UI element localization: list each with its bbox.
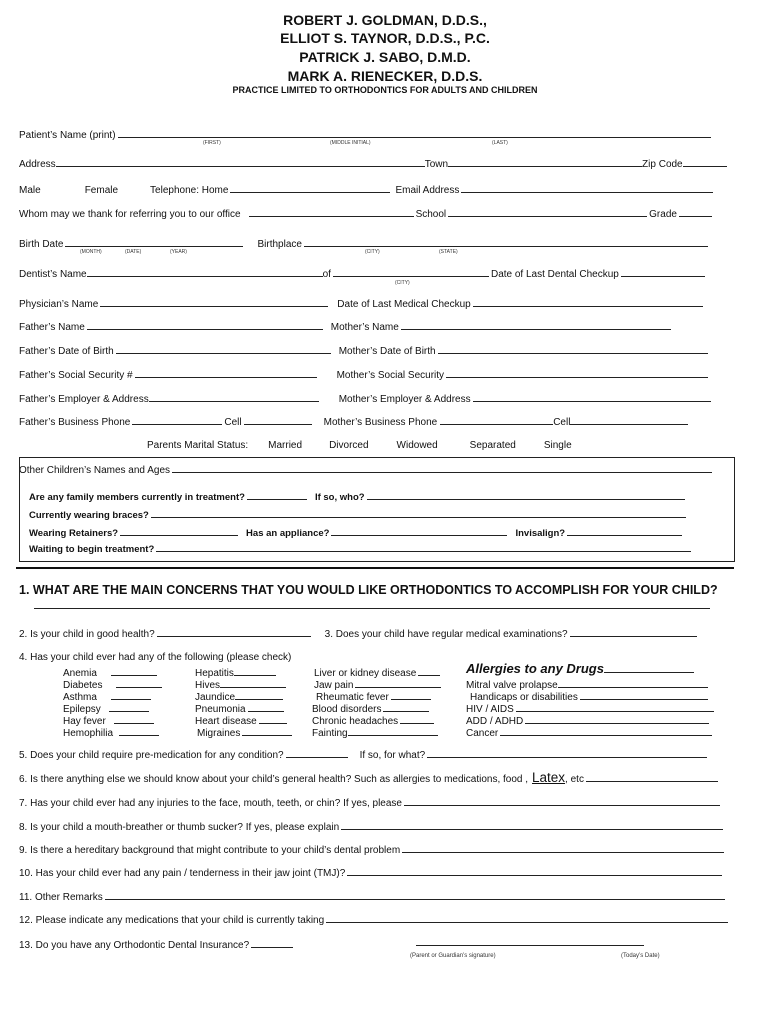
question-5-field[interactable] <box>286 748 348 758</box>
condition-field[interactable] <box>500 726 712 736</box>
caption-date: (DATE) <box>125 249 142 255</box>
condition: ADD / ADHD <box>466 716 524 727</box>
single-option[interactable]: Single <box>543 440 572 451</box>
question-5-followup: If so, for what? <box>359 750 426 761</box>
conditions-col-2 <box>195 666 294 738</box>
condition-field[interactable] <box>116 678 162 688</box>
mother-ssn-label: Mother’s Social Security <box>336 370 445 381</box>
condition-field[interactable] <box>119 726 159 736</box>
last-medical-field[interactable] <box>473 297 703 307</box>
condition-field[interactable] <box>383 702 429 712</box>
condition-field[interactable] <box>114 714 154 724</box>
email-label: Email Address <box>395 185 460 196</box>
invisalign-label: Invisalign? <box>515 528 566 539</box>
mother-ssn-field[interactable] <box>446 368 708 378</box>
birthplace-field[interactable] <box>304 237 708 247</box>
male-label: Male <box>19 185 41 196</box>
caption-middle: (MIDDLE INITIAL) <box>330 140 371 146</box>
birth-date-field[interactable] <box>65 237 243 247</box>
question-3-field[interactable] <box>570 627 697 637</box>
mother-employer-label: Mother’s Employer & Address <box>338 394 471 405</box>
condition: Mitral valve prolapse <box>466 680 558 691</box>
condition: Heart disease <box>195 716 257 727</box>
condition: Hepatitis <box>195 668 234 679</box>
condition-field[interactable] <box>400 714 434 724</box>
father-dob-field[interactable] <box>116 344 331 354</box>
dentist-field[interactable] <box>87 267 323 277</box>
mother-employer-field[interactable] <box>473 392 711 402</box>
dentist-of-label: of <box>322 269 331 280</box>
family-treatment-field[interactable] <box>247 490 307 500</box>
question-6-etc: , etc <box>565 774 584 785</box>
mother-name-label: Mother’s Name <box>330 322 399 333</box>
mother-dob-label: Mother’s Date of Birth <box>338 346 436 357</box>
father-dob-label: Father’s Date of Birth <box>19 346 114 357</box>
waiting-field[interactable] <box>156 542 691 552</box>
grade-field[interactable] <box>679 207 712 217</box>
caption-first: (FIRST) <box>203 140 221 146</box>
appliance-label: Has an appliance? <box>246 528 330 539</box>
wearing-braces-label: Currently wearing braces? <box>29 510 149 521</box>
signature-caption: (Parent or Guardian’s signature) <box>410 953 496 959</box>
mother-dob-field[interactable] <box>438 344 708 354</box>
divorced-option[interactable]: Divorced <box>329 440 369 451</box>
condition: Diabetes <box>63 680 103 691</box>
question-2: 2. Is your child in good health? <box>19 629 155 640</box>
condition-field[interactable] <box>220 678 286 688</box>
appliance-field[interactable] <box>331 526 507 536</box>
condition: Liver or kidney disease <box>314 668 417 679</box>
widowed-option[interactable]: Widowed <box>396 440 438 451</box>
condition-field[interactable] <box>558 678 708 688</box>
last-dental-field[interactable] <box>621 267 705 277</box>
doctor-4: MARK A. RIENECKER, D.D.S. <box>287 68 483 84</box>
zip-field[interactable] <box>683 157 727 167</box>
condition: Anemia <box>63 668 97 679</box>
caption-state: (STATE) <box>439 249 458 255</box>
town-label: Town <box>424 159 449 170</box>
physician-label: Physician’s Name <box>19 299 99 310</box>
dentist-city-field[interactable] <box>333 267 489 277</box>
other-children-label: Other Children’s Names and Ages <box>19 465 171 476</box>
zip-label: Zip Code <box>642 159 683 170</box>
condition-field[interactable] <box>111 690 151 700</box>
condition-field[interactable] <box>516 702 714 712</box>
condition-field[interactable] <box>355 678 441 688</box>
condition: Migraines <box>197 728 241 739</box>
allergies-heading: Allergies to any Drugs <box>466 661 604 676</box>
father-ssn-label: Father’s Social Security # <box>19 370 133 381</box>
condition-field[interactable] <box>235 690 283 700</box>
condition-field[interactable] <box>391 690 431 700</box>
condition: Jaundice <box>195 692 236 703</box>
father-ssn-field[interactable] <box>135 368 317 378</box>
father-cell-field[interactable] <box>244 415 312 425</box>
condition: Hay fever <box>63 716 106 727</box>
mother-phone-label: Mother’s Business Phone <box>323 417 438 428</box>
condition-field[interactable] <box>348 726 438 736</box>
condition-field[interactable] <box>525 714 709 724</box>
conditions-col-1 <box>63 666 164 738</box>
caption-dentist-city: (CITY) <box>395 280 410 286</box>
condition: Jaw pain <box>314 680 354 691</box>
question-7-field[interactable] <box>404 796 720 806</box>
family-treatment-label: Are any family members currently in treatment? <box>29 492 245 503</box>
condition: Hemophilia <box>63 728 114 739</box>
email-field[interactable] <box>461 183 713 193</box>
patient-name-field[interactable] <box>118 128 711 138</box>
question-6-field[interactable] <box>586 772 718 782</box>
marital-label: Parents Marital Status: <box>147 440 249 451</box>
question-1-field[interactable] <box>34 599 710 609</box>
question-5b-field[interactable] <box>427 748 707 758</box>
condition: HIV / AIDS <box>466 704 514 715</box>
question-8: 8. Is your child a mouth-breather or thumb sucker? If yes, please explain <box>19 822 340 833</box>
father-employer-label: Father’s Employer & Address <box>19 394 149 405</box>
referral-label: Whom may we thank for referring you to our office <box>19 209 241 220</box>
school-field[interactable] <box>448 207 647 217</box>
mother-name-field[interactable] <box>401 320 671 330</box>
condition-field[interactable] <box>259 714 287 724</box>
condition: Handicaps or disabilities <box>470 692 578 703</box>
referral-field[interactable] <box>249 207 414 217</box>
conditions-col-3 <box>312 666 443 738</box>
condition-field[interactable] <box>242 726 292 736</box>
condition: Chronic headaches <box>312 716 399 727</box>
practice-subtitle: PRACTICE LIMITED TO ORTHODONTICS FOR ADULTS AND CHILDREN <box>232 85 538 95</box>
condition-field[interactable] <box>234 666 276 676</box>
signature-field[interactable] <box>416 936 644 946</box>
question-9: 9. Is there a hereditary background that might contribute to your child’s dental problem <box>19 845 401 856</box>
condition: Cancer <box>466 728 499 739</box>
question-11: 11. Other Remarks <box>19 892 103 903</box>
condition: Asthma <box>63 692 97 703</box>
married-option[interactable]: Married <box>268 440 303 451</box>
condition-field[interactable] <box>111 666 157 676</box>
question-5: 5. Does your child require pre-medication for any condition? <box>19 750 284 761</box>
question-10: 10. Has your child ever had any pain / tenderness in their jaw joint (TMJ)? <box>19 868 346 879</box>
condition: Epilepsy <box>63 704 101 715</box>
father-cell-label: Cell <box>224 417 242 428</box>
caption-last: (LAST) <box>492 140 508 146</box>
physician-field[interactable] <box>100 297 328 307</box>
section-divider <box>16 567 734 569</box>
retainers-field[interactable] <box>120 526 238 536</box>
address-label: Address <box>19 159 56 170</box>
father-name-field[interactable] <box>87 320 323 330</box>
birthplace-label: Birthplace <box>257 239 302 250</box>
question-13-field[interactable] <box>251 938 293 948</box>
condition: Fainting <box>312 728 348 739</box>
caption-month: (MONTH) <box>80 249 102 255</box>
question-10-field[interactable] <box>347 866 722 876</box>
condition-field[interactable] <box>418 666 440 676</box>
question-11-field[interactable] <box>105 890 725 900</box>
condition: Blood disorders <box>312 704 382 715</box>
mother-phone-field[interactable] <box>440 415 553 425</box>
separated-option[interactable]: Separated <box>469 440 516 451</box>
birth-date-label: Birth Date <box>19 239 64 250</box>
telephone-label: Telephone: Home <box>150 185 229 196</box>
allergies-field[interactable] <box>604 663 694 673</box>
condition: Hives <box>195 680 221 691</box>
mother-cell-label: Cell <box>553 417 571 428</box>
question-2-field[interactable] <box>157 627 311 637</box>
caption-city: (CITY) <box>365 249 380 255</box>
school-label: School <box>415 209 447 220</box>
invisalign-field[interactable] <box>567 526 682 536</box>
patient-name-label: Patient’s Name (print) <box>19 130 116 141</box>
question-7: 7. Has your child ever had any injuries to the face, mouth, teeth, or chin? If yes, please <box>19 798 402 809</box>
wearing-braces-field[interactable] <box>151 508 686 518</box>
question-6: 6. Is there anything else we should know about your child’s general health? Such as allergies to medications, food , <box>19 774 529 785</box>
condition: Pneumonia <box>195 704 246 715</box>
last-medical-label: Date of Last Medical Checkup <box>337 299 471 310</box>
female-label: Female <box>84 185 119 196</box>
caption-year: (YEAR) <box>170 249 187 255</box>
question-13: 13. Do you have any Orthodontic Dental Insurance? <box>19 940 250 951</box>
retainers-label: Wearing Retainers? <box>29 528 119 539</box>
mother-cell-field[interactable] <box>570 415 688 425</box>
father-name-label: Father’s Name <box>19 322 85 333</box>
question-12: 12. Please indicate any medications that your child is currently taking <box>19 915 325 926</box>
female-checkbox[interactable] <box>120 187 150 193</box>
dentist-label: Dentist’s Name <box>19 269 87 280</box>
treatment-box <box>19 457 735 562</box>
father-employer-field[interactable] <box>149 392 319 402</box>
male-checkbox[interactable] <box>43 187 85 193</box>
doctor-3: PATRICK J. SABO, D.M.D. <box>299 49 471 65</box>
question-1: 1. WHAT ARE THE MAIN CONCERNS THAT YOU WOULD LIKE ORTHODONTICS TO ACCOMPLISH FOR YOUR CHILD? <box>19 583 718 597</box>
last-dental-label: Date of Last Dental Checkup <box>490 269 619 280</box>
date-caption: (Today’s Date) <box>621 953 660 959</box>
doctor-1: ROBERT J. GOLDMAN, D.D.S., <box>283 12 487 28</box>
condition-field[interactable] <box>248 702 284 712</box>
town-field[interactable] <box>448 157 642 167</box>
condition: Rheumatic fever <box>316 692 389 703</box>
father-phone-label: Father’s Business Phone <box>19 417 131 428</box>
condition-field[interactable] <box>580 690 708 700</box>
father-phone-field[interactable] <box>132 415 222 425</box>
if-so-label: If so, who? <box>314 492 365 503</box>
question-8-field[interactable] <box>341 820 723 830</box>
doctor-2: ELLIOT S. TAYNOR, D.D.S., P.C. <box>280 30 490 46</box>
latex-label: Latex <box>532 770 566 785</box>
question-9-field[interactable] <box>402 843 724 853</box>
question-4: 4. Has your child ever had any of the following (please check) <box>19 652 292 663</box>
waiting-label: Waiting to begin treatment? <box>29 544 155 555</box>
if-so-field[interactable] <box>367 490 685 500</box>
telephone-field[interactable] <box>230 183 390 193</box>
question-3: 3. Does your child have regular medical examinations? <box>324 629 568 640</box>
question-12-field[interactable] <box>326 913 728 923</box>
address-field[interactable] <box>56 157 425 167</box>
conditions-col-4 <box>466 663 716 738</box>
grade-label: Grade <box>649 209 677 220</box>
condition-field[interactable] <box>109 702 149 712</box>
